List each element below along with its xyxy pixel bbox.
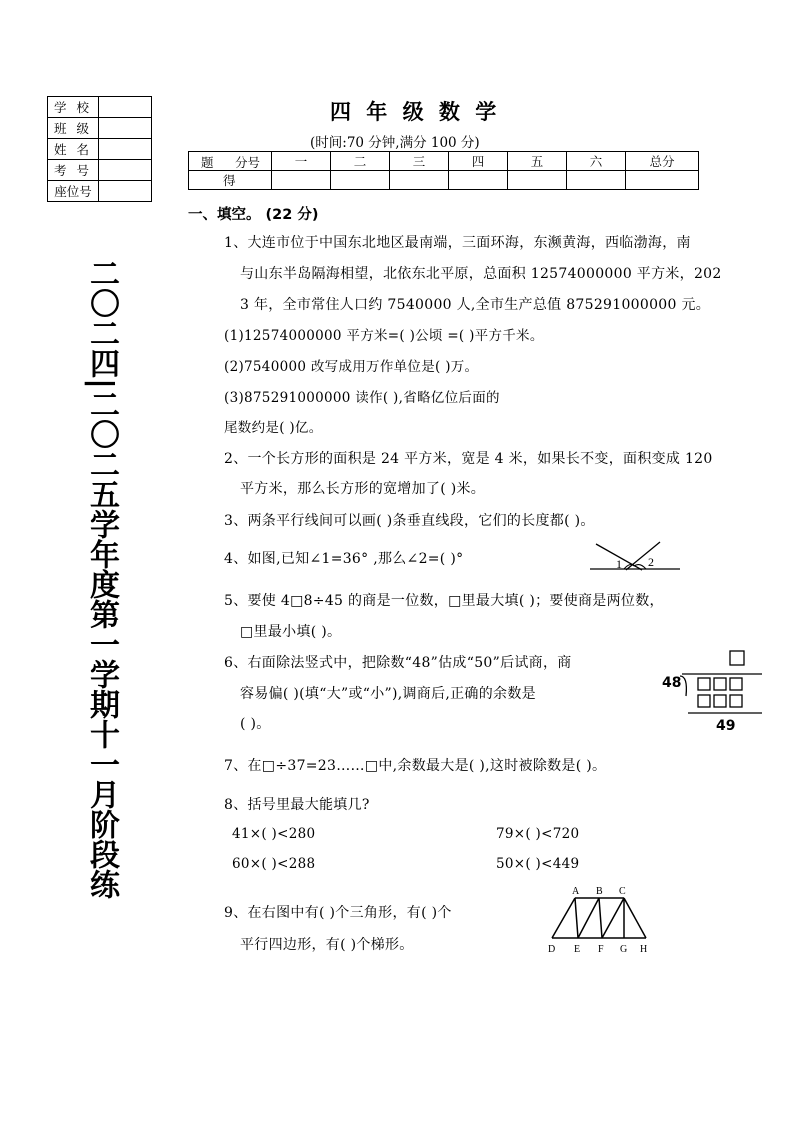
score-col-header: 四 [449,152,508,171]
side-title: 二〇二四|二〇二五学年度第一学期十一月阶段练 [84,258,119,899]
page-title: 四 年 级 数 学 [330,100,501,124]
question-8-item-3: 60×( )<288 [232,856,316,872]
class-field[interactable] [99,118,152,139]
score-col-header: 六 [567,152,626,171]
score-cell[interactable] [331,171,390,190]
question-8: 8、括号里最大能填几? [224,797,370,813]
section-heading: 一、填空。 (22 分) [188,207,319,223]
question-8-item-2: 79×( )<720 [496,826,580,842]
exam-number-field[interactable] [99,160,152,181]
score-table-corner [189,152,272,171]
question-1-line-1: 1、大连市位于中国东北地区最南端，三面环海，东濒黄海，西临渤海，南 [224,235,691,251]
point-label: G [620,944,628,954]
class-label: 班 级 [48,118,99,139]
score-col-header: 五 [508,152,567,171]
name-label: 姓 名 [48,139,99,160]
score-col-header: 总分 [626,152,699,171]
page-subtitle: (时间:70 分钟,满分 100 分) [310,135,480,151]
angle-figure [588,536,684,576]
question-8-item-4: 50×( )<449 [496,856,580,872]
school-field[interactable] [99,97,152,118]
divisor: 48 [662,675,682,691]
question-2-line-2: 平方米，那么长方形的宽增加了( )米。 [240,481,486,497]
digit-box [730,678,742,690]
question-1-sub-1: (1)12574000000 平方米=( )公顷 =( )平方千米。 [224,328,544,344]
question-7: 7、在□÷37=23……□中,余数最大是( ),这时被除数是( )。 [224,758,607,774]
question-3: 3、两条平行线间可以画( )条垂直线段，它们的长度都( )。 [224,513,595,529]
angle-label-1: 1 [616,557,622,571]
score-cell[interactable] [626,171,699,190]
question-1-sub-3: (3)875291000000 读作( ),省略亿位后面的 [224,390,500,406]
question-9-line-2: 平行四边形，有( )个梯形。 [240,937,414,953]
question-5-line-1: 5、要使 4□8÷45 的商是一位数，□里最大填( )；要使商是两位数， [224,593,664,609]
digit-box [730,695,742,707]
score-col-header: 一 [272,152,331,171]
question-9-line-1: 9、在右图中有( )个三角形，有( )个 [224,905,452,921]
digit-box [698,678,710,690]
question-2-line-1: 2、一个长方形的面积是 24 平方米，宽是 4 米，如果长不变，面积变成 120 [224,451,713,467]
angle-label-2: 2 [648,555,654,569]
score-row-label: 得 [189,171,272,190]
score-cell[interactable] [567,171,626,190]
question-8-item-1: 41×( )<280 [232,826,316,842]
point-label: E [574,944,581,954]
score-cell[interactable] [390,171,449,190]
point-label: H [640,944,648,954]
point-label: A [572,886,580,897]
point-label: C [619,886,626,897]
point-label: D [548,944,556,954]
quotient-box [730,651,744,665]
point-label: F [598,944,604,954]
score-col-header: 二 [331,152,390,171]
corner-label-left: 题 [201,155,214,170]
corner-label-top: 分号 [235,155,261,170]
question-5-line-2: □里最小填( )。 [240,624,342,640]
remainder: 49 [716,718,736,734]
trapezoid-lines [552,898,646,938]
question-6-line-3: ( )。 [240,716,271,732]
score-col-header: 三 [390,152,449,171]
question-1-sub-2: (2)7540000 改写成用万作单位是( )万。 [224,359,479,375]
question-6-line-1: 6、右面除法竖式中，把除数“48”估成“50”后试商，商 [224,655,572,671]
student-info-table [47,96,152,202]
name-field[interactable] [99,139,152,160]
trapezoid-figure [542,882,652,954]
question-4: 4、如图,已知∠1=36° ,那么∠2=( )° [224,551,464,567]
question-1-line-2: 与山东半岛隔海相望，北依东北平原，总面积 12574000000 平方米，202 [240,266,722,282]
exam-number-label: 考 号 [48,160,99,181]
question-6-line-2: 容易偏( )(填“大”或“小”),调商后,正确的余数是 [240,686,536,702]
question-1-sub-3-cont: 尾数约是( )亿。 [224,420,323,436]
school-label: 学 校 [48,97,99,118]
score-table [188,151,699,190]
seat-number-label: 座位号 [48,181,99,202]
question-1-line-3: 3 年，全市常住人口约 7540000 人,全市生产总值 875291000000 元。 [240,297,711,313]
score-cell[interactable] [449,171,508,190]
digit-box [698,695,710,707]
digit-box [714,678,726,690]
digit-box [714,695,726,707]
score-cell[interactable] [272,171,331,190]
score-cell[interactable] [508,171,567,190]
division-figure [658,648,768,736]
point-label: B [596,886,603,897]
seat-number-field[interactable] [99,181,152,202]
